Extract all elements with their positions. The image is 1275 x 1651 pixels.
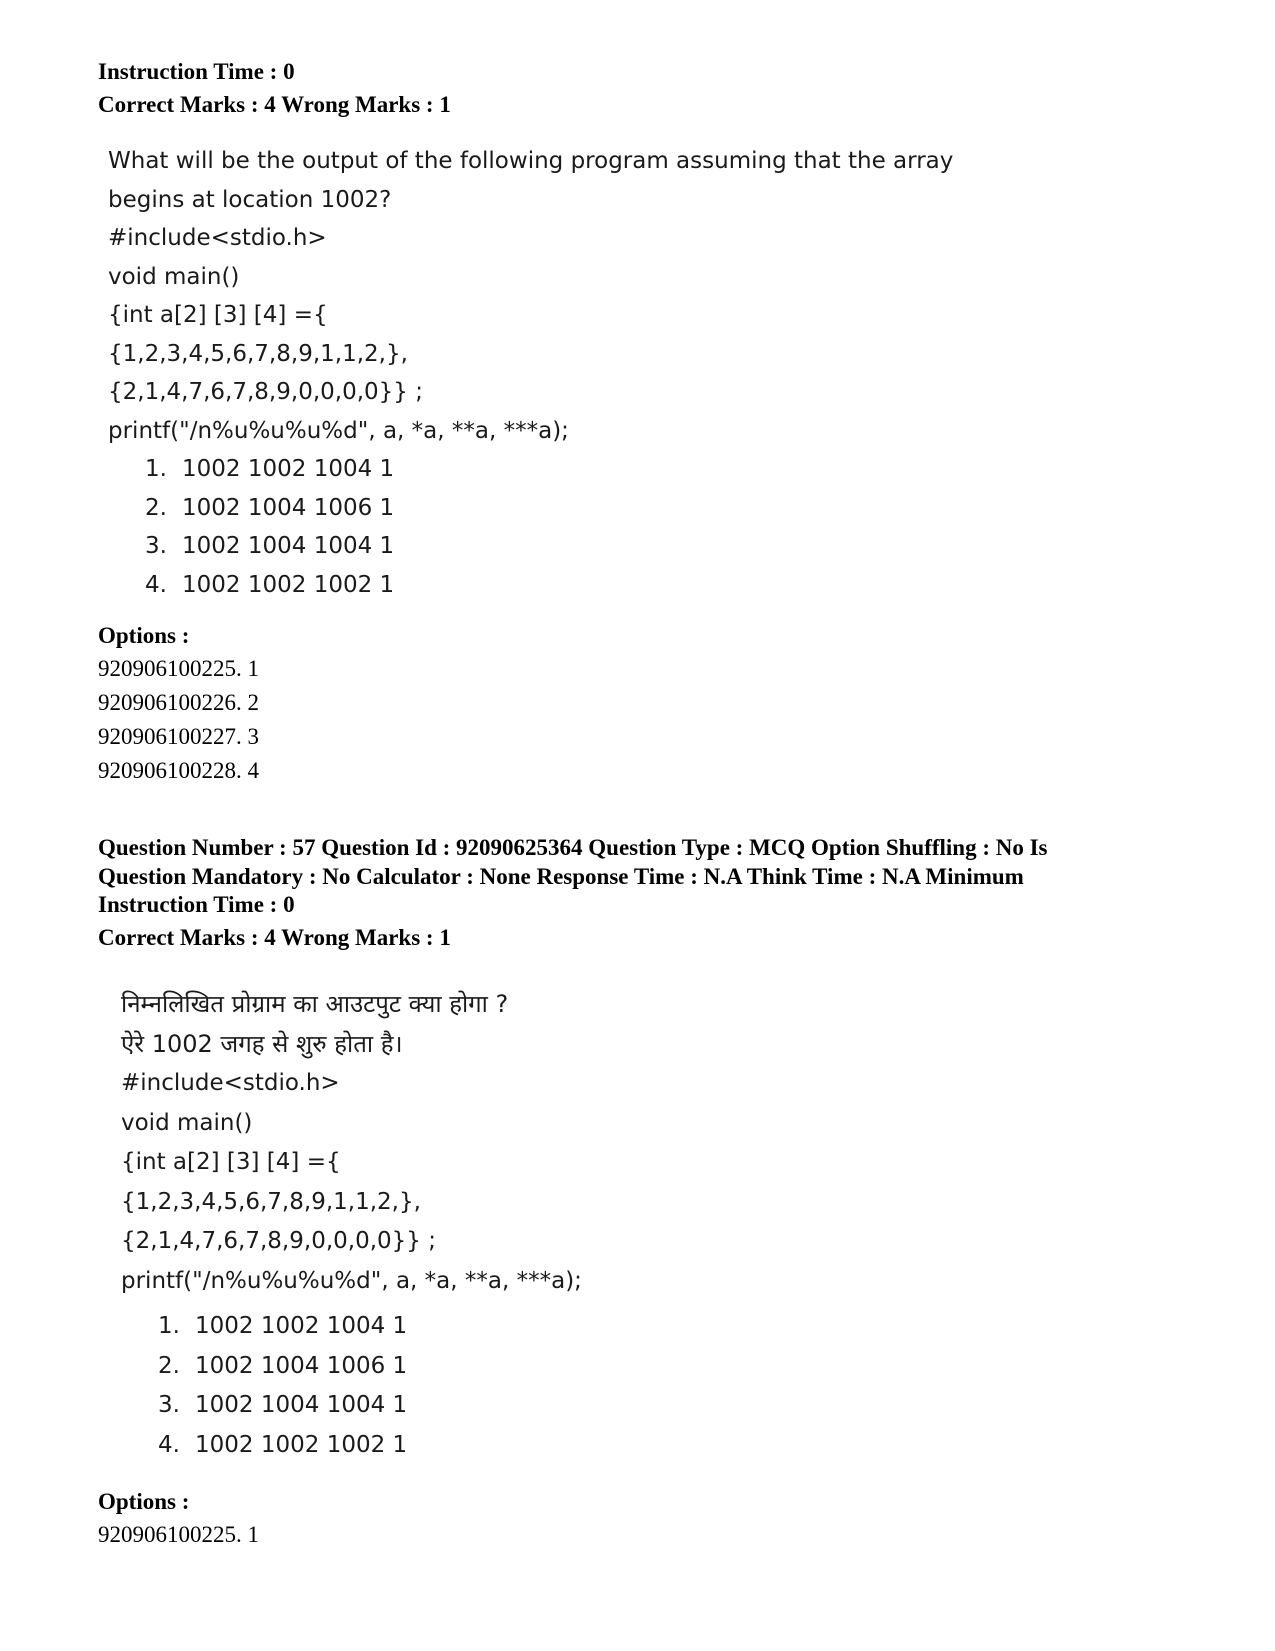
option-text: 1002 1002 1004 1: [195, 1313, 408, 1339]
q57-line: #include<stdio.h>: [121, 1070, 340, 1096]
q56-line: void main(): [108, 263, 240, 290]
q57-image-option: [121, 1307, 582, 1347]
q56-line: {int a[2] [3] [4] ={: [108, 302, 328, 328]
q56-line: begins at location 1002?: [108, 186, 392, 213]
option-text: 1002 1004 1006 1: [195, 1352, 408, 1379]
q56-image-option: [108, 566, 953, 605]
q56-option-id: 920906100227. 3: [98, 724, 259, 749]
option-number: 3.: [158, 1392, 180, 1418]
q57-image-option: [121, 1426, 582, 1466]
option-number: 1.: [158, 1313, 180, 1339]
q56-line: {2,1,4,7,6,7,8,9,0,0,0,0}} ;: [108, 379, 423, 405]
q56-image-option: [108, 450, 953, 489]
q56-option-id: 920906100225. 1: [98, 656, 259, 681]
q57-instruction-time: Instruction Time : 0: [98, 892, 295, 917]
q56-marks: Correct Marks : 4 Wrong Marks : 1: [98, 92, 451, 117]
option-number: 2.: [145, 494, 167, 521]
q56-question-image: [108, 142, 953, 604]
q57-line: {1,2,3,4,5,6,7,8,9,1,1,2,},: [121, 1188, 421, 1215]
option-text: 1002 1002 1002 1: [195, 1431, 408, 1458]
q57-line-hindi: ऐरे 1002 जगह से शुरु होता है।: [121, 1029, 403, 1058]
q57-option-id: 920906100225. 1: [98, 1522, 259, 1547]
option-text: 1002 1004 1006 1: [182, 494, 395, 521]
option-number: 1.: [145, 456, 167, 482]
q57-marks: Correct Marks : 4 Wrong Marks : 1: [98, 925, 451, 950]
q56-line: printf("/n%u%u%u%d", a, *a, **a, ***a);: [108, 417, 569, 444]
q57-line: void main(): [121, 1109, 253, 1136]
q57-header-line-2: Question Mandatory : No Calculator : None Response Time : N.A Think Time : N.A Minimum: [98, 864, 1024, 889]
q56-image-option: [108, 489, 953, 528]
q57-image-option: [121, 1347, 582, 1387]
q56-line: {1,2,3,4,5,6,7,8,9,1,1,2,},: [108, 340, 408, 367]
q57-line: printf("/n%u%u%u%d", a, *a, **a, ***a);: [121, 1267, 582, 1294]
q56-line: What will be the output of the following program assuming that the array: [108, 148, 954, 174]
q57-line: {2,1,4,7,6,7,8,9,0,0,0,0}} ;: [121, 1228, 436, 1254]
option-text: 1002 1004 1004 1: [182, 533, 395, 559]
q56-option-id: 920906100228. 4: [98, 758, 259, 783]
q57-header-line-1: Question Number : 57 Question Id : 92090625364 Question Type : MCQ Option Shuffling : No Is: [98, 835, 1048, 860]
q56-image-option: [108, 527, 953, 566]
q56-options-label: Options :: [98, 623, 190, 648]
option-number: 2.: [158, 1352, 180, 1379]
option-number: 4.: [158, 1431, 180, 1458]
q56-option-id: 920906100226. 2: [98, 690, 259, 715]
q57-line-hindi: निम्नलिखित प्रोग्राम का आउटपुट क्या होगा ?: [121, 990, 509, 1018]
option-text: 1002 1002 1002 1: [182, 571, 395, 598]
q57-options-label: Options :: [98, 1489, 190, 1514]
option-text: 1002 1004 1004 1: [195, 1392, 408, 1418]
option-text: 1002 1002 1004 1: [182, 456, 395, 482]
option-number: 3.: [145, 533, 167, 559]
q56-instruction-time: Instruction Time : 0: [98, 59, 295, 84]
q57-line: {int a[2] [3] [4] ={: [121, 1149, 341, 1175]
q57-question-image: [121, 985, 582, 1465]
q57-image-option: [121, 1386, 582, 1426]
option-number: 4.: [145, 571, 167, 598]
q56-line: #include<stdio.h>: [108, 225, 327, 251]
